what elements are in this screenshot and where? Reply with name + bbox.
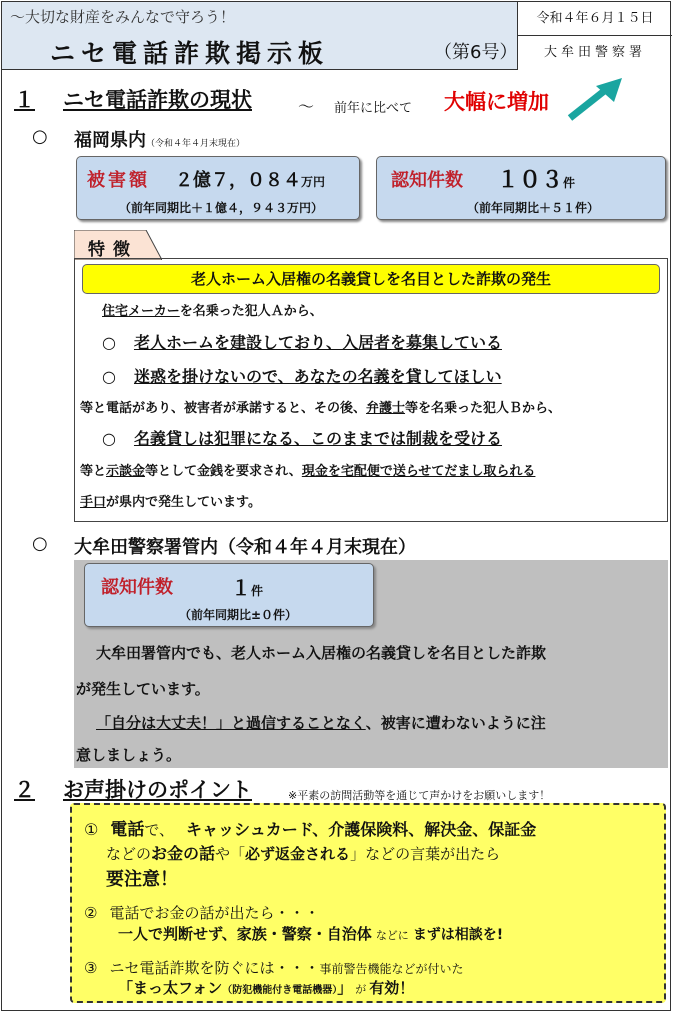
fukuoka-bullet: ○: [32, 126, 48, 147]
features-line5: [80, 491, 261, 510]
section1-heading: [14, 84, 252, 114]
count-value-wrap: [497, 163, 575, 194]
point2-line2: [118, 923, 503, 944]
features-line3: [80, 397, 561, 416]
item1-text: 老人ホームを建設しており、入居者を募集している: [133, 333, 502, 352]
section2-note: ※平素の訪問活動等を通じて声かけをお願いします！: [288, 789, 551, 802]
features-tab: 特徴: [88, 240, 138, 260]
point2-b: 一人で判断せず、家族・警察・自治体: [118, 925, 372, 943]
damage-value-wrap: [175, 166, 325, 192]
point1-g: 必ず返金される: [245, 845, 351, 863]
section1-compare: [298, 94, 412, 117]
omuta-count-value-wrap: [231, 572, 263, 601]
point2-num: ②: [84, 904, 98, 922]
features-item2: [102, 364, 502, 387]
point1-caution: 要注意！: [106, 869, 178, 890]
point3-g: 有効！: [369, 979, 415, 997]
issue-date: 令和４年６月１５日: [518, 2, 672, 36]
omuta-text1: 大牟田署管内でも、老人ホーム入居権の名義貸しを名目とした詐欺: [96, 644, 547, 662]
point2-c: などに: [375, 929, 409, 942]
point2-a: 電話でお金の話が出たら・・・: [109, 904, 320, 922]
omuta-text3-underlined: 「自分は大丈夫！」と過信することなく: [96, 714, 366, 732]
item1-mark: ○: [102, 333, 116, 352]
issue-number: （第6号）: [434, 42, 518, 63]
point1-a: 電話: [110, 820, 145, 840]
section1-title: ニセ電話詐欺の現状: [63, 88, 252, 112]
features-box: [74, 258, 668, 522]
fukuoka-asof: （令和４年４月末現在）: [146, 139, 246, 149]
fukuoka-title: 福岡県内: [74, 130, 146, 151]
points-box: [70, 803, 666, 1003]
point3-a: ニセ電話詐欺を防ぐには・・・: [109, 959, 320, 977]
section2-number: ２: [14, 778, 35, 802]
omuta-count-unit: 件: [251, 584, 264, 598]
point2-line1: [84, 902, 319, 923]
features-item3: [102, 426, 502, 449]
point1-b: で、: [144, 821, 175, 839]
features-item1: [102, 330, 502, 353]
increase-highlight: 大幅に増加: [444, 90, 549, 114]
bulletin-page: [1, 1, 671, 1011]
omuta-text2: が発生しています。: [76, 680, 210, 698]
point3-line2: [118, 977, 414, 998]
features-line4: [80, 460, 535, 479]
point1-num: ①: [84, 820, 99, 839]
omuta-count-value: １: [231, 576, 251, 600]
line4-b: 等として金銭を要求され、: [145, 464, 302, 479]
point3-e: 」: [337, 979, 353, 997]
damage-compare: （前年同期比＋１億４，９４３万円）: [119, 201, 324, 215]
omuta-count-label: 認知件数: [101, 577, 173, 598]
point3-c: 「まっ太フォン: [118, 979, 223, 997]
line5-rest: が県内で発生しています。: [106, 495, 261, 510]
line5-underlined: 手口: [80, 495, 107, 510]
item3-text: 名義貸しは犯罪になる、このままでは制裁を受ける: [133, 429, 502, 448]
section1-number: １: [14, 88, 35, 112]
omuta-count-box: [84, 563, 374, 627]
line3-underlined: 弁護士: [366, 401, 406, 416]
point2-d: まずは相談を!: [412, 927, 504, 943]
omuta-text3-rest: 、被害に遭わないように注: [365, 714, 546, 732]
point3-num: ③: [84, 959, 98, 977]
intro-underlined: 住宅メーカー: [102, 304, 180, 319]
count-compare: （前年同期比＋５１件）: [467, 201, 600, 215]
section2-title: お声掛けのポイント: [63, 778, 252, 802]
damage-value: ２億７，０８４: [175, 170, 301, 191]
case-count-box: [376, 156, 666, 220]
header-banner: [2, 2, 518, 70]
line4-a: 等と: [80, 464, 107, 479]
intro-rest: を名乗った犯人Ａから、: [179, 304, 323, 319]
item2-text: 迷惑を掛けないので、あなたの名義を貸してほしい: [133, 367, 502, 386]
page-title: ニセ電話詐欺掲示板: [50, 39, 330, 68]
count-label: 認知件数: [391, 170, 463, 191]
count-unit: 件: [563, 176, 576, 190]
point1-e: お金の話: [151, 844, 216, 863]
point3-f: が: [355, 983, 367, 996]
damage-amount-box: [76, 156, 360, 220]
item3-mark: ○: [102, 429, 116, 448]
item2-mark: ○: [102, 367, 116, 386]
point3-b: 事前警告機能などが付いた: [319, 962, 464, 976]
point1-line2: [106, 841, 500, 864]
point1-d: などの: [106, 845, 152, 863]
omuta-bullet: ○: [32, 533, 48, 554]
point3-line1: [84, 957, 463, 978]
tilde: ～: [298, 97, 315, 116]
omuta-heading: 大牟田警察署管内（令和４年４月末現在）: [74, 537, 416, 558]
point1-h: 」などの言葉が出たら: [350, 845, 501, 863]
omuta-text4: 意しましょう。: [76, 746, 182, 764]
point1-line1: [84, 815, 536, 840]
line4-underlined2: 現金を宅配便で送らせてだまし取られる: [301, 464, 536, 479]
tagline: ～大切な財産をみんなで守ろう！: [10, 8, 236, 26]
fukuoka-heading: [74, 126, 245, 152]
compare-text: 前年に比べて: [334, 101, 413, 116]
omuta-text3: [96, 712, 546, 733]
point1-c: キャッシュカード、介護保険料、解決金、保証金: [186, 820, 537, 839]
omuta-count-compare: （前年同期比±０件）: [179, 608, 298, 622]
up-arrow-icon: [564, 74, 628, 122]
point3-d: （防犯機能付き電話機器）: [222, 985, 338, 996]
point1-f: や「: [215, 845, 246, 863]
features-intro: [102, 300, 323, 319]
line3-b: 等を名乗った犯人Ｂから、: [405, 401, 562, 416]
count-value: １０３: [497, 168, 564, 193]
line4-underlined1: 示談金: [106, 464, 146, 479]
line3-a: 等と電話があり、被害者が承諾すると、その後、: [80, 401, 367, 416]
features-headline: 老人ホーム入居権の名義貸しを名目とした詐欺の発生: [82, 264, 660, 294]
section2-heading: [14, 774, 252, 804]
damage-unit: 万円: [301, 175, 326, 189]
police-station: 大牟田警察署: [543, 45, 646, 60]
damage-label: 被害額: [87, 170, 150, 191]
